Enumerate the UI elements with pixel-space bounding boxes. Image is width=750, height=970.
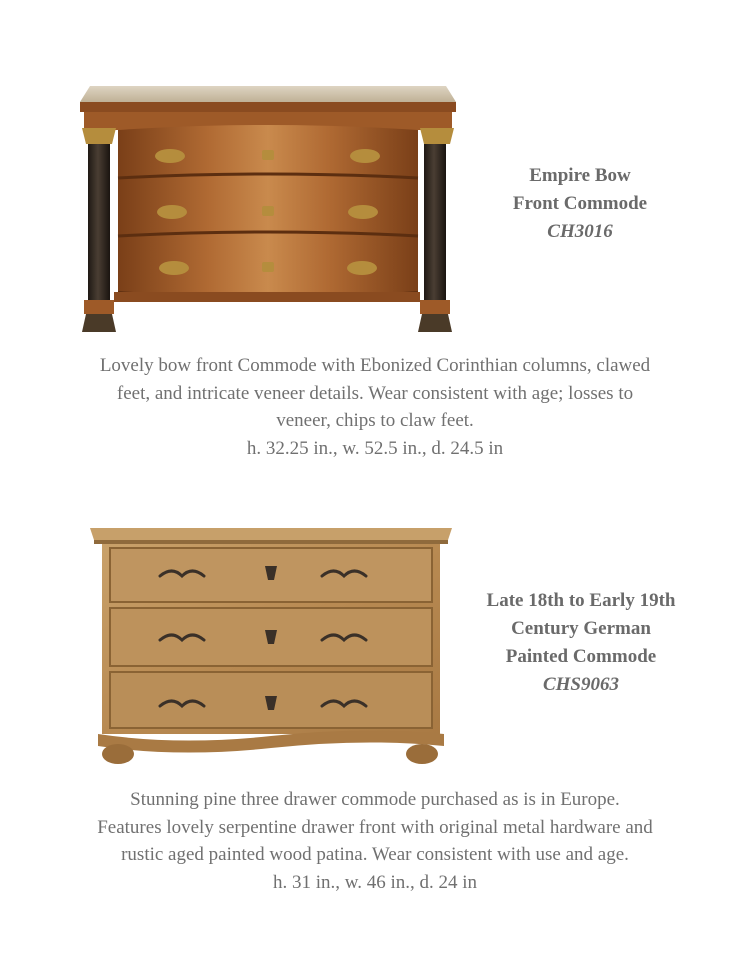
product-title-line: Empire Bow (529, 165, 631, 186)
product-sku: CH3016 (547, 221, 613, 242)
empire-commode-image (78, 80, 458, 335)
german-commode-image (88, 524, 454, 766)
description-line: veneer, chips to claw feet. (276, 410, 474, 431)
product-dimensions: h. 31 in., w. 46 in., d. 24 in (272, 871, 478, 893)
product-title-line: Century German (511, 618, 651, 639)
product-sku: CHS9063 (542, 674, 620, 695)
product-dimensions: h. 32.25 in., w. 52.5 in., d. 24.5 in (246, 437, 504, 459)
product-title-line: Front Commode (512, 193, 648, 214)
product-title-line: Late 18th to Early 19th (486, 590, 676, 611)
description-line: Features lovely serpentine drawer front with original metal hardware and (97, 816, 653, 838)
product-title-block (462, 587, 700, 699)
product-description (60, 786, 690, 896)
product-title-block (480, 162, 680, 246)
description-line: Lovely bow front Commode with Ebonized Corinthian columns, clawed (99, 355, 651, 376)
description-line: rustic aged painted wood patina. Wear consistent with use and age. (121, 844, 629, 865)
description-line: feet, and intricate veneer details. Wear consistent with age; losses to (116, 382, 634, 404)
product-description (60, 352, 690, 462)
product-title-line: Painted Commode (505, 646, 657, 667)
description-line: Stunning pine three drawer commode purchased as is in Europe. (130, 789, 620, 810)
